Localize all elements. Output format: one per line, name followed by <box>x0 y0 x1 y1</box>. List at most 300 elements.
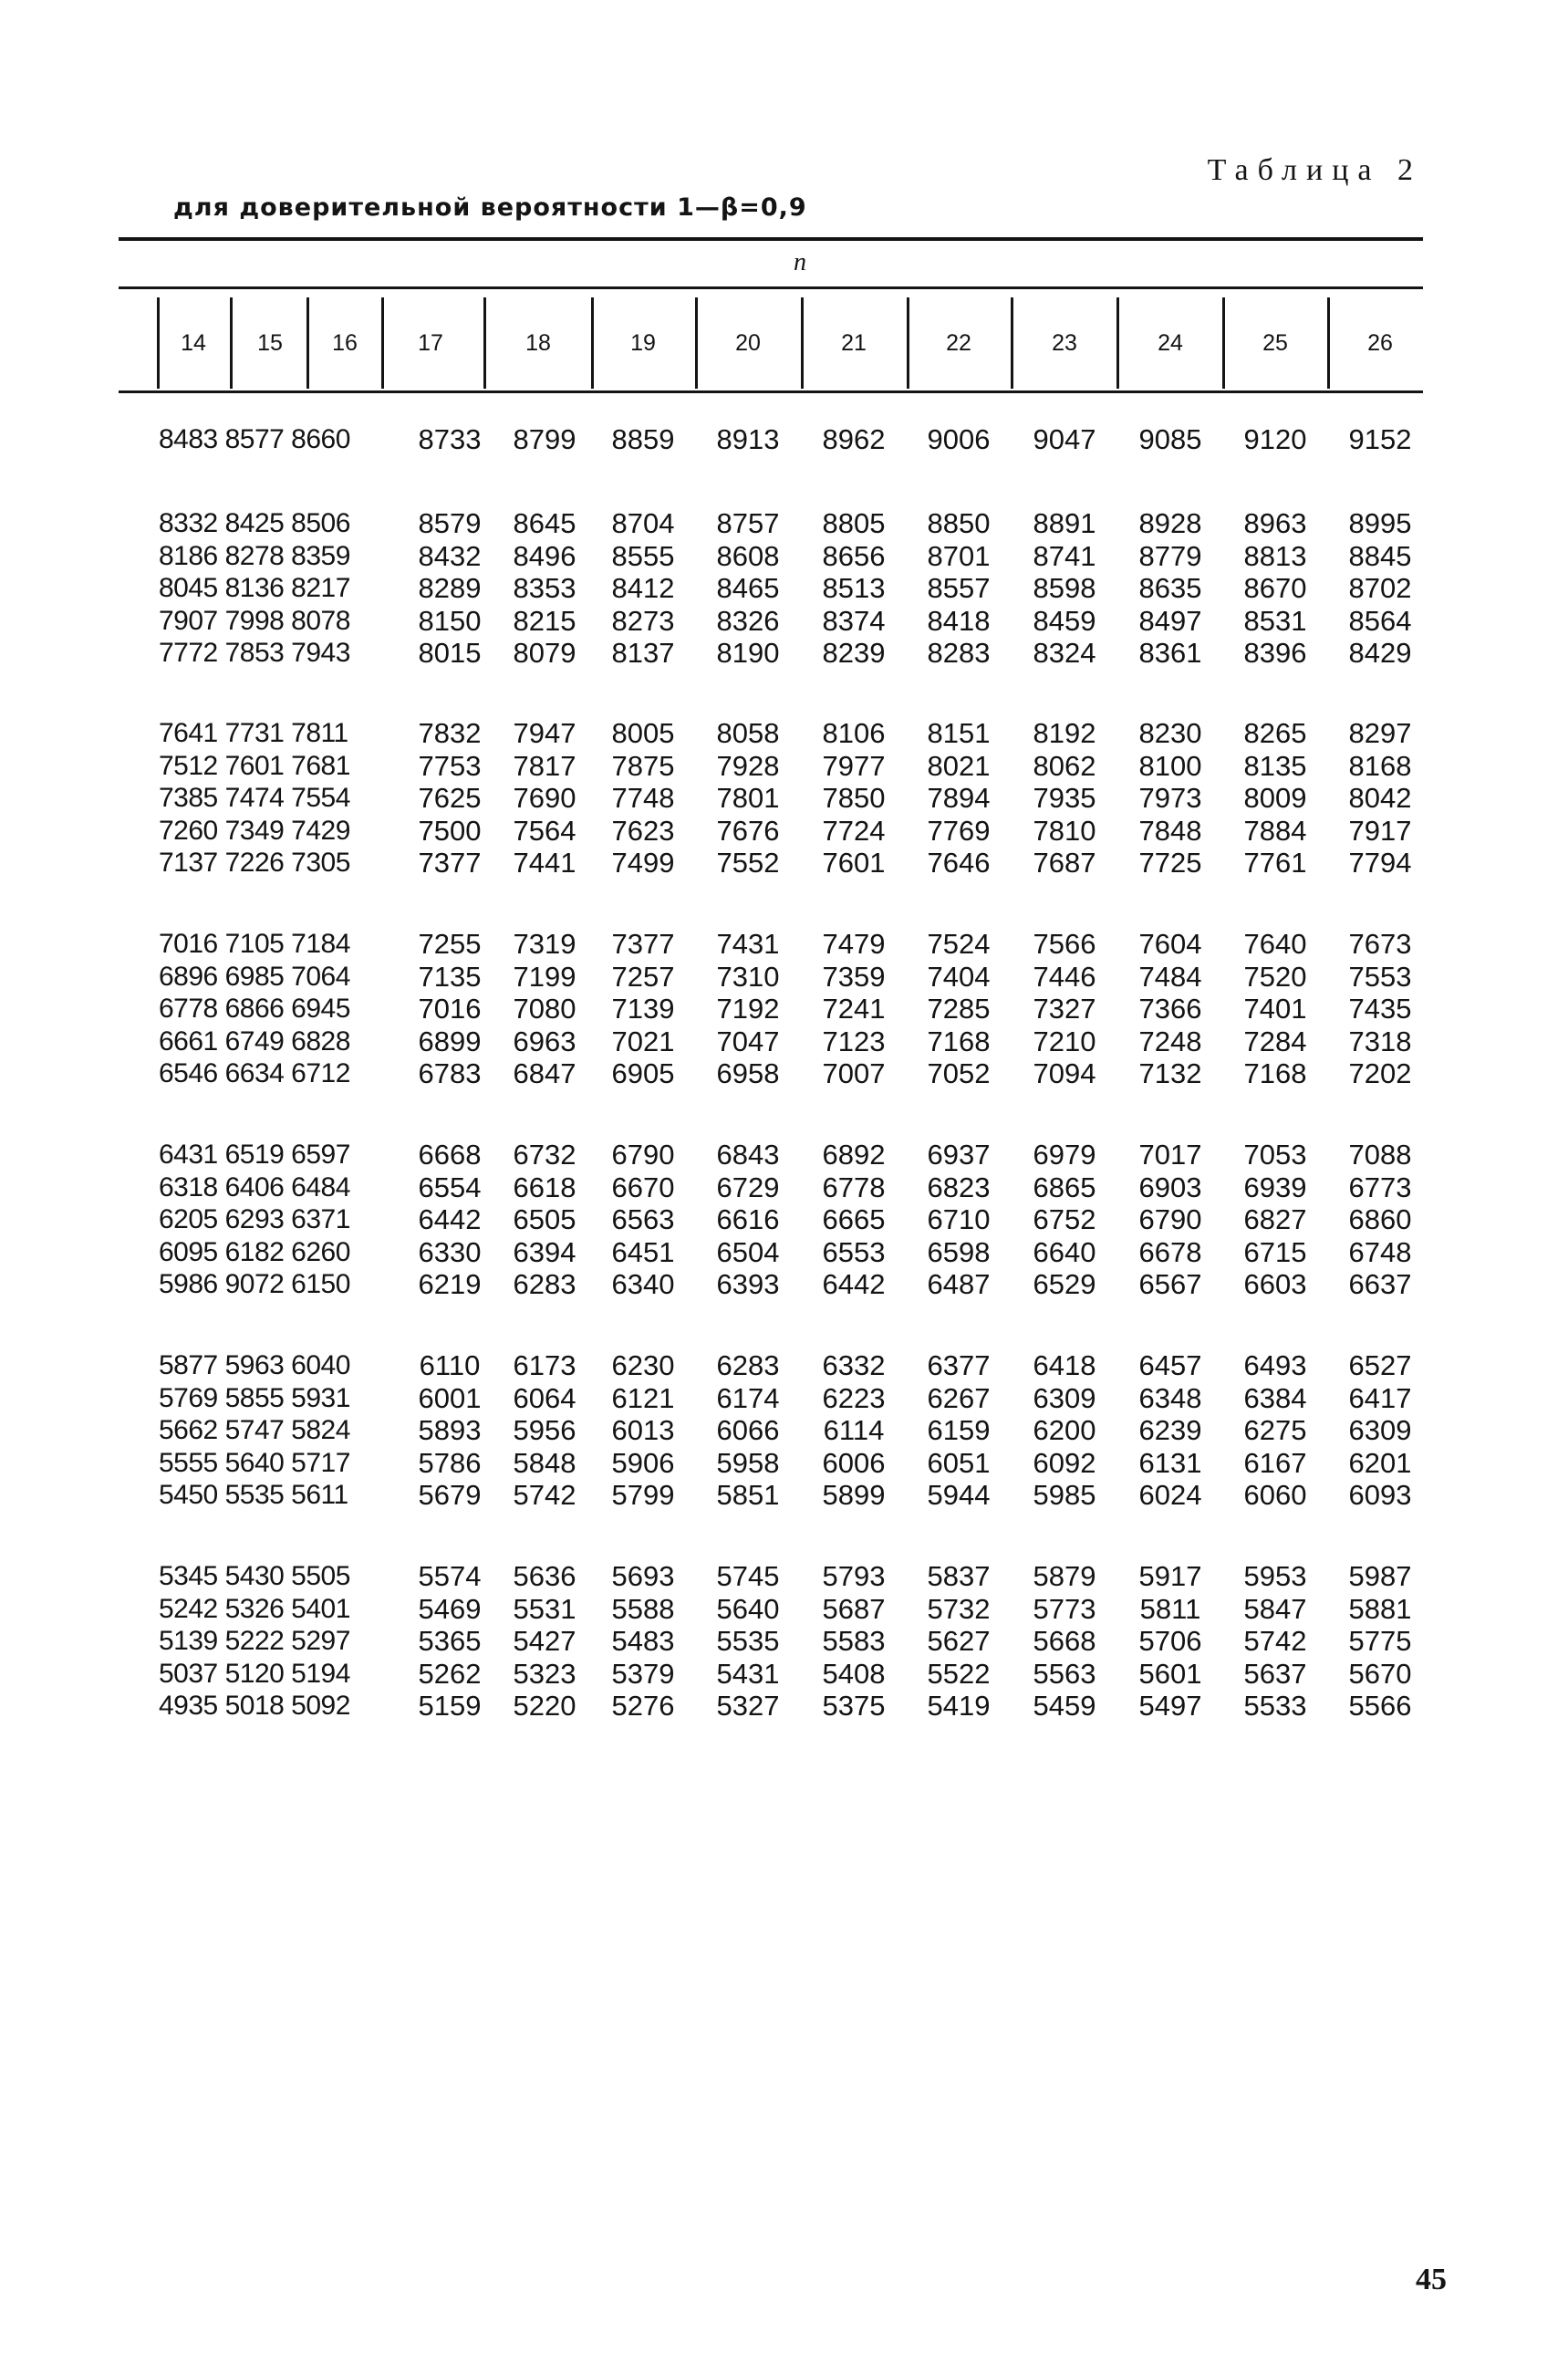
cell-n23: 7935 <box>1033 782 1096 814</box>
cell-n18: 8799 <box>513 423 576 455</box>
cell-n21: 7724 <box>822 814 886 847</box>
cell-n21: 6223 <box>822 1381 886 1414</box>
cell-n17: 8150 <box>418 604 482 637</box>
cell-n20: 7676 <box>716 814 780 847</box>
table-row <box>0 1414 1568 1447</box>
cell-n21: 8513 <box>822 572 886 604</box>
cell-n24: 6131 <box>1138 1446 1202 1479</box>
cell-n21: 6778 <box>822 1171 886 1203</box>
table-row <box>0 993 1568 1025</box>
cell-n20: 5745 <box>716 1560 780 1592</box>
cell-n22: 5522 <box>927 1657 991 1690</box>
cell-n26: 7318 <box>1348 1025 1412 1057</box>
cell-n18: 6394 <box>513 1235 576 1268</box>
cell-n17: 5262 <box>418 1657 482 1690</box>
cell-n26: 6309 <box>1348 1414 1412 1446</box>
cell-n25: 6167 <box>1243 1446 1307 1479</box>
cell-n18: 5848 <box>513 1446 576 1479</box>
cell-n20: 5851 <box>716 1479 780 1511</box>
table-label: Таблица 2 <box>1207 153 1422 187</box>
cell-n14-16: 5986 9072 6150 <box>159 1269 350 1299</box>
cell-n14-16: 6205 6293 6371 <box>159 1204 350 1234</box>
cell-n20: 8608 <box>716 539 780 572</box>
cell-n22: 6377 <box>927 1349 991 1381</box>
cell-n26: 6417 <box>1348 1381 1412 1414</box>
row-group <box>0 423 1568 456</box>
cell-n23: 6309 <box>1033 1381 1096 1414</box>
cell-n24: 7725 <box>1138 847 1202 879</box>
row-group <box>0 507 1568 670</box>
cell-n21: 8805 <box>822 507 886 539</box>
cell-n25: 7640 <box>1243 928 1307 960</box>
cell-n19: 6670 <box>611 1171 675 1203</box>
cell-n26: 7553 <box>1348 960 1412 993</box>
cell-n19: 6121 <box>611 1381 675 1414</box>
table-row <box>0 1236 1568 1269</box>
cell-n26: 5987 <box>1348 1560 1412 1592</box>
cell-n17: 6219 <box>418 1268 482 1300</box>
cell-n20: 7928 <box>716 749 780 782</box>
cell-n26: 5670 <box>1348 1657 1412 1690</box>
cell-n21: 5793 <box>822 1560 886 1592</box>
cell-n17: 7625 <box>418 782 482 814</box>
cell-n19: 6451 <box>611 1235 675 1268</box>
cell-n20: 8326 <box>716 604 780 637</box>
cell-n26: 7673 <box>1348 928 1412 960</box>
column-header-26: 26 <box>1367 329 1393 356</box>
cell-n18: 6064 <box>513 1381 576 1414</box>
cell-n23: 5459 <box>1033 1690 1096 1722</box>
cell-n18: 8496 <box>513 539 576 572</box>
cell-n19: 6905 <box>611 1057 675 1089</box>
cell-n19: 7499 <box>611 847 675 879</box>
cell-n22: 5732 <box>927 1592 991 1625</box>
cell-n20: 6843 <box>716 1139 780 1171</box>
table-row <box>0 572 1568 605</box>
table-row <box>0 423 1568 456</box>
cell-n23: 6979 <box>1033 1139 1096 1171</box>
table-row <box>0 1057 1568 1090</box>
cell-n18: 6173 <box>513 1349 576 1381</box>
cell-n23: 7810 <box>1033 814 1096 847</box>
cell-n23: 7210 <box>1033 1025 1096 1057</box>
cell-n24: 7132 <box>1138 1057 1202 1089</box>
table-row <box>0 1382 1568 1415</box>
cell-n25: 6493 <box>1243 1349 1307 1381</box>
cell-n26: 8845 <box>1348 539 1412 572</box>
cell-n20: 7431 <box>716 928 780 960</box>
cell-n26: 9152 <box>1348 423 1412 455</box>
header-divider <box>381 297 384 389</box>
cell-n22: 8418 <box>927 604 991 637</box>
cell-n19: 5906 <box>611 1446 675 1479</box>
cell-n23: 7446 <box>1033 960 1096 993</box>
cell-n14-16: 5662 5747 5824 <box>159 1415 350 1445</box>
cell-n17: 6110 <box>419 1349 481 1381</box>
cell-n18: 5742 <box>513 1479 576 1511</box>
cell-n20: 8913 <box>716 423 780 455</box>
cell-n23: 7094 <box>1033 1057 1096 1089</box>
cell-n17: 8289 <box>418 572 482 604</box>
cell-n22: 6051 <box>927 1446 991 1479</box>
cell-n25: 5742 <box>1243 1625 1307 1657</box>
cell-n20: 6616 <box>716 1203 780 1235</box>
cell-n17: 6899 <box>418 1025 482 1057</box>
column-header-21: 21 <box>841 329 867 356</box>
cell-n14-16: 7772 7853 7943 <box>159 638 350 668</box>
table-row <box>0 1625 1568 1658</box>
row-group <box>0 717 1568 880</box>
cell-n25: 7401 <box>1243 993 1307 1025</box>
cell-n17: 5159 <box>418 1690 482 1722</box>
cell-n19: 8704 <box>611 507 675 539</box>
cell-n23: 8891 <box>1033 507 1096 539</box>
row-group <box>0 1349 1568 1512</box>
table-row <box>0 1171 1568 1204</box>
top-rule <box>119 237 1423 241</box>
cell-n23: 7566 <box>1033 928 1096 960</box>
cell-n24: 5497 <box>1138 1690 1202 1722</box>
cell-n25: 6275 <box>1243 1414 1307 1446</box>
cell-n18: 5636 <box>513 1560 576 1592</box>
cell-n14-16: 6431 6519 6597 <box>159 1140 350 1170</box>
cell-n22: 8701 <box>927 539 991 572</box>
cell-n21: 7601 <box>822 847 886 879</box>
cell-n25: 8009 <box>1243 782 1307 814</box>
cell-n23: 6640 <box>1033 1235 1096 1268</box>
cell-n18: 5956 <box>513 1414 576 1446</box>
cell-n18: 7199 <box>513 960 576 993</box>
cell-n21: 8374 <box>822 604 886 637</box>
header-divider <box>1116 297 1119 389</box>
page-number: 45 <box>1416 2263 1447 2296</box>
cell-n14-16: 6095 6182 6260 <box>159 1236 350 1267</box>
cell-n20: 7310 <box>716 960 780 993</box>
cell-n17: 8733 <box>418 423 482 455</box>
cell-n23: 8192 <box>1033 717 1096 749</box>
cell-n24: 6790 <box>1138 1203 1202 1235</box>
cell-n20: 6504 <box>716 1235 780 1268</box>
cell-n26: 8168 <box>1348 749 1412 782</box>
table-row <box>0 1593 1568 1626</box>
cell-n14-16: 5450 5535 5611 <box>159 1480 348 1510</box>
cell-n23: 9047 <box>1033 423 1096 455</box>
cell-n21: 7359 <box>822 960 886 993</box>
cell-n14-16: 5877 5963 6040 <box>159 1350 350 1380</box>
cell-n18: 7817 <box>513 749 576 782</box>
cell-n18: 6732 <box>513 1139 576 1171</box>
cell-n23: 5563 <box>1033 1657 1096 1690</box>
cell-n24: 6239 <box>1138 1414 1202 1446</box>
cell-n19: 5276 <box>611 1690 675 1722</box>
cell-n17: 5365 <box>418 1625 482 1657</box>
cell-n17: 6442 <box>418 1203 482 1235</box>
cell-n19: 6790 <box>611 1139 675 1171</box>
column-header-25: 25 <box>1262 329 1288 356</box>
cell-n20: 6729 <box>716 1171 780 1203</box>
cell-n22: 6487 <box>927 1268 991 1300</box>
cell-n25: 7284 <box>1243 1025 1307 1057</box>
table-row <box>0 1203 1568 1236</box>
cell-n25: 7761 <box>1243 847 1307 879</box>
cell-n19: 7257 <box>611 960 675 993</box>
cell-n23: 8459 <box>1033 604 1096 637</box>
cell-n19: 5799 <box>611 1479 675 1511</box>
cell-n20: 6393 <box>716 1268 780 1300</box>
cell-n18: 6847 <box>513 1057 576 1089</box>
cell-n17: 6330 <box>418 1235 482 1268</box>
cell-n24: 8497 <box>1138 604 1202 637</box>
cell-n18: 8215 <box>513 604 576 637</box>
cell-n26: 6860 <box>1348 1203 1412 1235</box>
cell-n20: 6066 <box>716 1414 780 1446</box>
cell-n19: 5379 <box>611 1657 675 1690</box>
cell-n18: 7080 <box>513 993 576 1025</box>
cell-n20: 5535 <box>716 1625 780 1657</box>
cell-n25: 6384 <box>1243 1381 1307 1414</box>
cell-n26: 5881 <box>1348 1592 1412 1625</box>
cell-n18: 6283 <box>513 1268 576 1300</box>
cell-n25: 7520 <box>1243 960 1307 993</box>
cell-n17: 8579 <box>418 507 482 539</box>
column-header-23: 23 <box>1052 329 1077 356</box>
cell-n19: 8555 <box>611 539 675 572</box>
cell-n14-16: 8483 8577 8660 <box>159 424 350 454</box>
cell-n19: 8412 <box>611 572 675 604</box>
cell-n26: 6201 <box>1348 1446 1412 1479</box>
cell-n23: 6092 <box>1033 1446 1096 1479</box>
cell-n19: 5588 <box>611 1592 675 1625</box>
cell-n25: 7884 <box>1243 814 1307 847</box>
cell-n21: 7850 <box>822 782 886 814</box>
cell-n23: 6200 <box>1033 1414 1096 1446</box>
table-row <box>0 782 1568 815</box>
cell-n25: 5847 <box>1243 1592 1307 1625</box>
cell-n20: 8058 <box>716 717 780 749</box>
header-divider <box>907 297 909 389</box>
cell-n19: 6340 <box>611 1268 675 1300</box>
cell-n26: 7435 <box>1348 993 1412 1025</box>
cell-n18: 8645 <box>513 507 576 539</box>
cell-n26: 5566 <box>1348 1690 1412 1722</box>
cell-n20: 7801 <box>716 782 780 814</box>
cell-n19: 7748 <box>611 782 675 814</box>
cell-n25: 5533 <box>1243 1690 1307 1722</box>
cell-n25: 8813 <box>1243 539 1307 572</box>
header-divider <box>1327 297 1330 389</box>
cell-n22: 5627 <box>927 1625 991 1657</box>
cell-n26: 7088 <box>1348 1139 1412 1171</box>
cell-n25: 8531 <box>1243 604 1307 637</box>
cell-n17: 5679 <box>418 1479 482 1511</box>
cell-n21: 7123 <box>822 1025 886 1057</box>
cell-n23: 8741 <box>1033 539 1096 572</box>
cell-n21: 8656 <box>822 539 886 572</box>
cell-n22: 6267 <box>927 1381 991 1414</box>
cell-n23: 6418 <box>1033 1349 1096 1381</box>
cell-n14-16: 7260 7349 7429 <box>159 815 350 846</box>
cell-n14-16: 6778 6866 6945 <box>159 994 350 1024</box>
cell-n21: 5375 <box>822 1690 886 1722</box>
cell-n26: 8702 <box>1348 572 1412 604</box>
cell-n22: 8557 <box>927 572 991 604</box>
cell-n25: 6827 <box>1243 1203 1307 1235</box>
cell-n22: 6937 <box>927 1139 991 1171</box>
cell-n14-16: 7641 7731 7811 <box>159 718 348 748</box>
cell-n19: 5693 <box>611 1560 675 1592</box>
table-row <box>0 750 1568 783</box>
cell-n17: 7753 <box>418 749 482 782</box>
cell-n19: 8005 <box>611 717 675 749</box>
cell-n18: 8079 <box>513 637 576 669</box>
table-row <box>0 815 1568 848</box>
cell-n18: 6618 <box>513 1171 576 1203</box>
cell-n19: 7623 <box>611 814 675 847</box>
table-row <box>0 540 1568 573</box>
cell-n22: 5944 <box>927 1479 991 1511</box>
cell-n22: 7524 <box>927 928 991 960</box>
cell-n20: 6174 <box>716 1381 780 1414</box>
cell-n14-16: 7385 7474 7554 <box>159 783 350 813</box>
cell-n19: 8859 <box>611 423 675 455</box>
cell-n22: 5419 <box>927 1690 991 1722</box>
cell-n19: 7377 <box>611 928 675 960</box>
cell-n22: 8283 <box>927 637 991 669</box>
cell-n17: 6783 <box>418 1057 482 1089</box>
cell-n20: 6958 <box>716 1057 780 1089</box>
cell-n24: 5917 <box>1138 1560 1202 1592</box>
cell-n22: 9006 <box>927 423 991 455</box>
table-row <box>0 1025 1568 1058</box>
cell-n14-16: 5242 5326 5401 <box>159 1593 350 1624</box>
cell-n26: 8429 <box>1348 637 1412 669</box>
cell-n26: 7794 <box>1348 847 1412 879</box>
cell-n22: 8151 <box>927 717 991 749</box>
cell-n25: 5637 <box>1243 1657 1307 1690</box>
cell-n25: 8670 <box>1243 572 1307 604</box>
cell-n19: 6013 <box>611 1414 675 1446</box>
cell-n20: 6283 <box>716 1349 780 1381</box>
cell-n17: 7377 <box>418 847 482 879</box>
cell-n26: 7202 <box>1348 1057 1412 1089</box>
cell-n25: 8135 <box>1243 749 1307 782</box>
table-row <box>0 1139 1568 1171</box>
cell-n18: 7690 <box>513 782 576 814</box>
cell-n14-16: 6661 6749 6828 <box>159 1025 350 1057</box>
cell-n24: 5601 <box>1138 1657 1202 1690</box>
cell-n21: 7241 <box>822 993 886 1025</box>
cell-n17: 8432 <box>418 539 482 572</box>
cell-n21: 7977 <box>822 749 886 782</box>
cell-n17: 6554 <box>418 1171 482 1203</box>
cell-n24: 7484 <box>1138 960 1202 993</box>
table-row <box>0 1560 1568 1593</box>
cell-n24: 7604 <box>1138 928 1202 960</box>
cell-n23: 6865 <box>1033 1171 1096 1203</box>
cell-n24: 6024 <box>1138 1479 1202 1511</box>
cell-n23: 8598 <box>1033 572 1096 604</box>
cell-n26: 6527 <box>1348 1349 1412 1381</box>
cell-n24: 7017 <box>1138 1139 1202 1171</box>
cell-n23: 5668 <box>1033 1625 1096 1657</box>
cell-n26: 8297 <box>1348 717 1412 749</box>
cell-n21: 7479 <box>822 928 886 960</box>
table-row <box>0 928 1568 961</box>
cell-n22: 7769 <box>927 814 991 847</box>
header-divider <box>1011 297 1013 389</box>
header-divider <box>801 297 804 389</box>
cell-n26: 8564 <box>1348 604 1412 637</box>
cell-n21: 8106 <box>822 717 886 749</box>
cell-n17: 7255 <box>418 928 482 960</box>
cell-n25: 8396 <box>1243 637 1307 669</box>
cell-n18: 5427 <box>513 1625 576 1657</box>
cell-n24: 7248 <box>1138 1025 1202 1057</box>
cell-n26: 6773 <box>1348 1171 1412 1203</box>
cell-n26: 8042 <box>1348 782 1412 814</box>
cell-n18: 7319 <box>513 928 576 960</box>
cell-n26: 6637 <box>1348 1268 1412 1300</box>
cell-n21: 8239 <box>822 637 886 669</box>
cell-n14-16: 8045 8136 8217 <box>159 573 350 603</box>
cell-n14-16: 6318 6406 6484 <box>159 1171 350 1202</box>
column-header-19: 19 <box>630 329 656 356</box>
cell-n21: 5687 <box>822 1592 886 1625</box>
cell-n24: 6678 <box>1138 1235 1202 1268</box>
cell-n14-16: 7016 7105 7184 <box>159 929 350 959</box>
column-header-22: 22 <box>946 329 971 356</box>
cell-n25: 7053 <box>1243 1139 1307 1171</box>
cell-n22: 7052 <box>927 1057 991 1089</box>
cell-n26: 6093 <box>1348 1479 1412 1511</box>
column-header-24: 24 <box>1158 329 1183 356</box>
cell-n20: 5640 <box>716 1592 780 1625</box>
cell-n20: 7552 <box>716 847 780 879</box>
cell-n22: 5837 <box>927 1560 991 1592</box>
cell-n19: 5483 <box>611 1625 675 1657</box>
cell-n24: 6567 <box>1138 1268 1202 1300</box>
table-row <box>0 1690 1568 1723</box>
column-header-17: 17 <box>418 329 443 356</box>
cell-n14-16: 5769 5855 5931 <box>159 1382 350 1413</box>
cell-n18: 8353 <box>513 572 576 604</box>
cell-n24: 5706 <box>1138 1625 1202 1657</box>
cell-n21: 6665 <box>822 1203 886 1235</box>
cell-n14-16: 5139 5222 5297 <box>159 1626 350 1656</box>
cell-n20: 5431 <box>716 1657 780 1690</box>
cell-n17: 5786 <box>418 1446 482 1479</box>
cell-n23: 7327 <box>1033 993 1096 1025</box>
cell-n21: 6553 <box>822 1235 886 1268</box>
row-group <box>0 928 1568 1090</box>
cell-n20: 5327 <box>716 1690 780 1722</box>
table-row <box>0 717 1568 750</box>
header-divider <box>591 297 594 389</box>
cell-n14-16: 5037 5120 5194 <box>159 1658 350 1689</box>
cell-n25: 9120 <box>1243 423 1307 455</box>
cell-n23: 5773 <box>1033 1592 1096 1625</box>
cell-n24: 8635 <box>1138 572 1202 604</box>
cell-n19: 7139 <box>611 993 675 1025</box>
table-row <box>0 507 1568 540</box>
cell-n17: 6668 <box>418 1139 482 1171</box>
cell-n14-16: 4935 5018 5092 <box>159 1691 350 1721</box>
cell-n14-16: 5555 5640 5717 <box>159 1447 350 1478</box>
cell-n23: 7687 <box>1033 847 1096 879</box>
cell-n21: 5899 <box>822 1479 886 1511</box>
cell-n22: 7285 <box>927 993 991 1025</box>
cell-n21: 7007 <box>822 1057 886 1089</box>
